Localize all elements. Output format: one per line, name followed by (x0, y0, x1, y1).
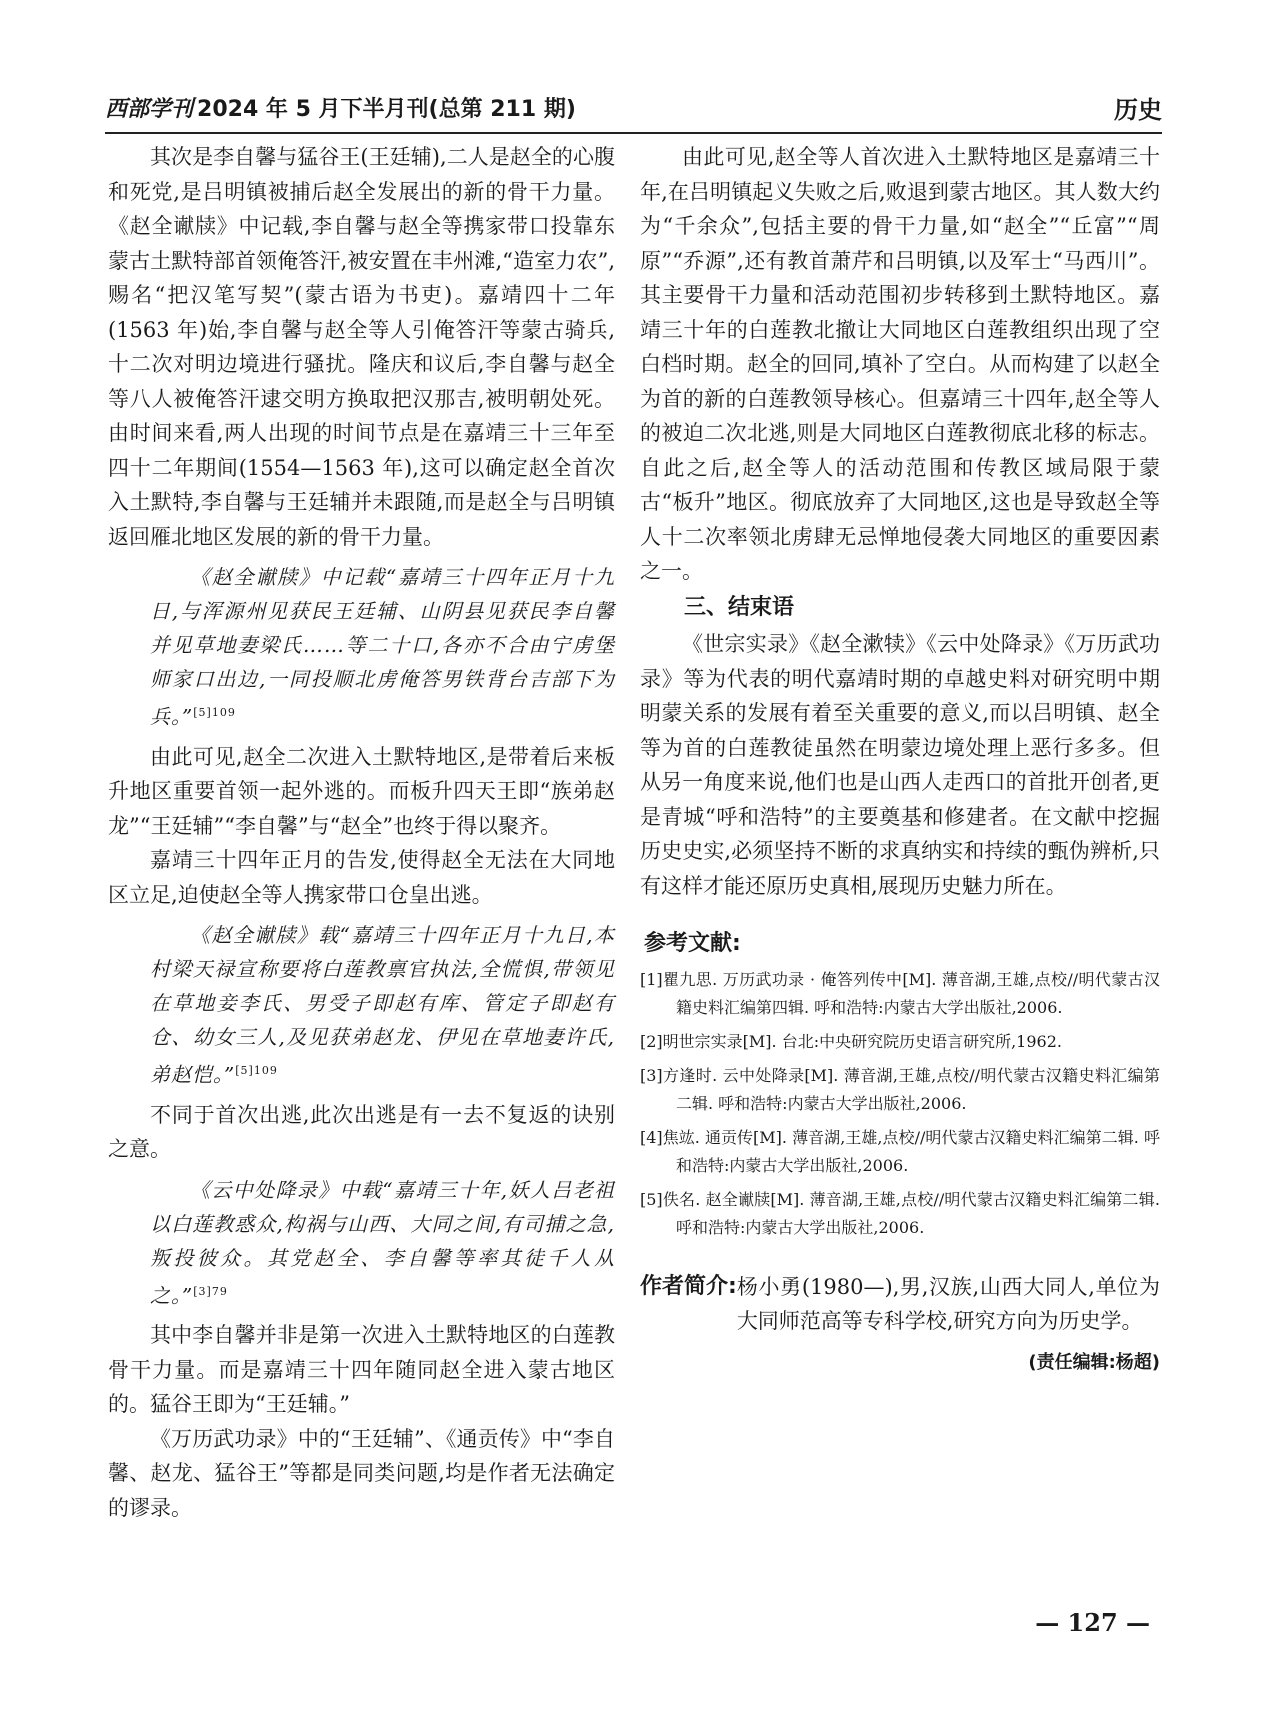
citation: [5]109 (193, 706, 236, 719)
paragraph: 由此可见,赵全等人首次进入土默特地区是嘉靖三十年,在吕明镇起义失败之后,败退到蒙古地区。其人数大约为“千余众”,包括主要的骨干力量,如“赵全”“丘富”“周原”“乔源”,还有教首萧芹和吕明镇,以及军士“马西川”。其主要骨干力量和活动范围初步转移到土默特地区。嘉靖三十年的白莲教北撤让大同地区白莲教组织出现了空白档时期。赵全的回同,填补了空白。从而构建了以赵全为首的新的白莲教领导核心。但嘉靖三十四年,赵全等人的被迫二次北逃,则是大同地区白莲教彻底北移的标志。自此之后,赵全等人的活动范围和传教区域局限于蒙古“板升”地区。彻底放弃了大同地区,这也是导致赵全等人十二次率领北虏肆无忌惮地侵袭大同地区的重要因素之一。 (640, 145, 1160, 583)
block-quote (108, 1173, 615, 1313)
journal-logo: 西部学刊 (105, 96, 194, 122)
reference-item: [5]佚名. 赵全谳牍[M]. 薄音湖,王雄,点校//明代蒙古汉籍史料汇编第二辑. 呼和浩特:内蒙古大学出版社,2006. (640, 1189, 1160, 1237)
block-quote (108, 560, 615, 734)
reference-item: [1]瞿九思. 万历武功录 · 俺答列传中[M]. 薄音湖,王雄,点校//明代蒙古汉籍史料汇编第四辑. 呼和浩特:内蒙古大学出版社,2006. (640, 969, 1160, 1017)
journal-issue: 2024 年 5 月下半月刊(总第 211 期) (197, 97, 576, 122)
citation: [5]109 (235, 1064, 278, 1078)
block-quote (108, 918, 615, 1092)
reference-item: [2]明世宗实录[M]. 台北:中央研究院历史语言研究所,1962. (640, 1031, 1062, 1051)
paragraph: 其中李自馨并非是第一次进入土默特地区的白莲教骨干力量。而是嘉靖三十四年随同赵全进入蒙古地区的。猛谷王即为“王廷辅。” (108, 1323, 615, 1417)
reference-list (640, 966, 1160, 1242)
quote-text: 《赵全谳牍》载“嘉靖三十四年正月十九日,本村梁天禄宣称要将白莲教禀官执法,全慌惧,带领见在草地妾李氏、男受子即赵有库、管定子即赵有仓、幼女三人,及见获弟赵龙、伊见在草地妻许氏,弟赵恺。” (150, 923, 615, 1087)
page-number: — 127 — (1035, 1608, 1150, 1637)
quote-text: 《云中处降录》中载“嘉靖三十年,妖人吕老祖以白莲教惑众,构祸与山西、大同之间,有司捕之急,叛投彼众。其党赵全、李自馨等率其徒千人从之。” (150, 1177, 615, 1308)
paragraph: 其次是李自馨与猛谷王(王廷辅),二人是赵全的心腹和死党,是吕明镇被捕后赵全发展出的新的骨干力量。《赵全谳牍》中记载,李自馨与赵全等携家带口投靠东蒙古土默特部首领俺答汗,被安置在丰州滩,“造室力农”,赐名“把汉笔写契”(蒙古语为书吏)。嘉靖四十二年(1563 年)始,李自馨与赵全等人引俺答汗等蒙古骑兵,十二次对明边境进行骚扰。隆庆和议后,李自馨与赵全等八人被俺答汗逮交明方换取把汉那吉,被明朝处死。由时间来看,两人出现的时间节点是在嘉靖三十三年至四十二年期间(1554—1563 年),这可以确定赵全首次入土默特,李自馨与王廷辅并未跟随,而是赵全与吕明镇返回雁北地区发展的新的骨干力量。 (108, 145, 615, 549)
right-column (640, 140, 1160, 1380)
page-header (105, 88, 1162, 134)
paragraph: 《万历武功录》中的“王廷辅”、《通贡传》中“李自馨、赵龙、猛谷王”等都是同类问题,均是作者无法确定的谬录。 (108, 1426, 615, 1520)
editor-note: (责任编辑:杨超) (1028, 1351, 1160, 1373)
author-label: 作者简介: (640, 1273, 737, 1299)
author-bio (640, 1270, 1160, 1338)
quote-text: 《赵全谳牍》中记载“嘉靖三十四年正月十九日,与浑源州见获民王廷辅、山阴县见获民李自馨并见草地妻梁氏……等二十口,各亦不合由宁虏堡师家口出边,一同投顺北虏俺答男铁背台吉部下为兵。” (150, 565, 615, 729)
citation: [3]79 (193, 1284, 228, 1298)
references-heading: 参考文献: (644, 931, 741, 956)
reference-item: [3]方逢时. 云中处降录[M]. 薄音湖,王雄,点校//明代蒙古汉籍史料汇编第二辑. 呼和浩特:内蒙古大学出版社,2006. (640, 1065, 1160, 1113)
paragraph: 不同于首次出逃,此次出逃是有一去不复返的诀别之意。 (108, 1102, 615, 1162)
reference-item: [4]焦竑. 通贡传[M]. 薄音湖,王雄,点校//明代蒙古汉籍史料汇编第二辑. 呼和浩特:内蒙古大学出版社,2006. (640, 1127, 1160, 1175)
paragraph: 嘉靖三十四年正月的告发,使得赵全无法在大同地区立足,迫使赵全等人携家带口仓皇出逃。 (108, 848, 615, 907)
left-column (108, 140, 615, 1525)
author-text: 杨小勇(1980—),男,汉族,山西大同人,单位为大同师范高等专科学校,研究方向为历史学。 (736, 1274, 1160, 1333)
section-label: 历史 (1114, 96, 1162, 124)
journal-title (105, 92, 576, 123)
section-heading: 三、结束语 (684, 594, 795, 620)
paragraph: 由此可见,赵全二次进入土默特地区,是带着后来板升地区重要首领一起外逃的。而板升四天王即“族弟赵龙”“王廷辅”“李自馨”与“赵全”也终于得以聚齐。 (108, 744, 615, 838)
paragraph: 《世宗实录》《赵全漱犊》《云中处降录》《万历武功录》等为代表的明代嘉靖时期的卓越史料对研究明中期明蒙关系的发展有着至关重要的意义,而以吕明镇、赵全等为首的白莲教徒虽然在明蒙边境处理上恶行多多。但从另一角度来说,他们也是山西人走西口的首批开创者,更是青城“呼和浩特”的主要奠基和修建者。在文献中挖掘历史史实,必须坚持不断的求真纳实和持续的甄伪辨析,只有这样才能还原历史真相,展现历史魅力所在。 (640, 632, 1160, 898)
